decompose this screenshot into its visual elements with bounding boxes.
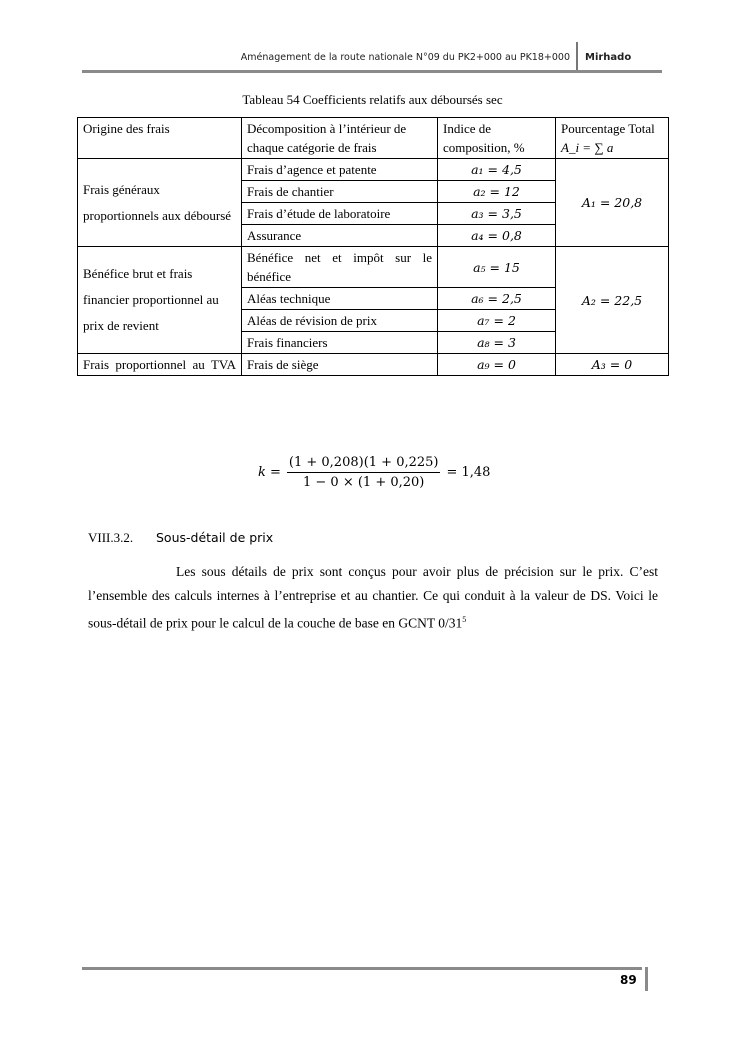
group-total: A₁ = 20,8 — [556, 159, 669, 247]
row-coef: a₆ = 2,5 — [438, 288, 556, 310]
section-heading — [88, 530, 273, 546]
row-label: Frais d’étude de laboratoire — [242, 203, 438, 225]
row-coef: a₃ = 3,5 — [438, 203, 556, 225]
header-rule — [82, 70, 662, 73]
body-paragraph — [88, 560, 658, 636]
group-origin — [78, 354, 242, 376]
running-header-author: Mirhado — [585, 52, 632, 63]
table-row — [78, 247, 669, 288]
formula-denominator: 1 − 0 × (1 + 0,20) — [303, 475, 425, 490]
footer-rule — [82, 967, 642, 970]
coefficients-table — [77, 117, 669, 376]
header-indice: Indice de composition, % — [438, 118, 556, 159]
group-origin-text: Frais proportionnel au TVA — [83, 357, 236, 372]
running-header-title: Aménagement de la route nationale N°09 du PK2+000 au PK18+000 — [240, 52, 570, 63]
row-label: Frais d’agence et patente — [242, 159, 438, 181]
group-total: A₃ = 0 — [556, 354, 669, 376]
header-decomposition: Décomposition à l’intérieur de chaque catégorie de frais — [242, 118, 438, 159]
group-total: A₂ = 22,5 — [556, 247, 669, 354]
row-label: Aléas de révision de prix — [242, 310, 438, 332]
footnote-ref: 5 — [462, 615, 467, 624]
formula-numerator: (1 + 0,208)(1 + 0,225) — [287, 455, 441, 473]
header-origin: Origine des frais — [78, 118, 242, 159]
paragraph-text: Les sous détails de prix sont conçus pour avoir plus de précision sur le prix. C’est l’ensemble des calculs internes à l’entreprise et au chantier. Ce qui conduit à la valeur de DS. Voici le sous-détail de prix pour le calcul de la couche de base en GCNT 0/31 — [88, 564, 658, 631]
row-label-text: Bénéfice net et impôt sur le bénéfice — [247, 250, 432, 284]
section-number: VIII.3.2. — [88, 530, 134, 545]
row-coef: a₅ = 15 — [438, 247, 556, 288]
table-row — [78, 159, 669, 181]
footer-separator — [645, 967, 648, 991]
formula-fraction — [287, 455, 441, 490]
row-label: Frais financiers — [242, 332, 438, 354]
row-label: Aléas technique — [242, 288, 438, 310]
row-coef: a₈ = 3 — [438, 332, 556, 354]
row-label — [242, 247, 438, 288]
formula-lhs: k = — [258, 465, 281, 480]
table-caption: Tableau 54 Coefficients relatifs aux déboursés sec — [242, 92, 503, 107]
table-header-row — [78, 118, 669, 159]
group-origin: Bénéfice brut et frais financier proportionnel au prix de revient — [78, 247, 242, 354]
row-label: Frais de siège — [242, 354, 438, 376]
page-number: 89 — [620, 973, 637, 987]
row-label: Assurance — [242, 225, 438, 247]
section-title: Sous-détail de prix — [156, 530, 274, 545]
row-label: Frais de chantier — [242, 181, 438, 203]
row-coef: a₇ = 2 — [438, 310, 556, 332]
header-separator — [576, 42, 578, 72]
header-pourcentage-label: Pourcentage Total — [561, 121, 655, 136]
header-pourcentage — [556, 118, 669, 159]
group-origin: Frais généraux proportionnels aux déboursé — [78, 159, 242, 247]
row-coef: a₁ = 4,5 — [438, 159, 556, 181]
header-pourcentage-formula: A_i = ∑ a — [561, 140, 614, 155]
table-row — [78, 354, 669, 376]
formula-result: = 1,48 — [446, 465, 491, 480]
row-coef: a₉ = 0 — [438, 354, 556, 376]
row-coef: a₄ = 0,8 — [438, 225, 556, 247]
k-formula — [258, 455, 490, 490]
row-coef: a₂ = 12 — [438, 181, 556, 203]
